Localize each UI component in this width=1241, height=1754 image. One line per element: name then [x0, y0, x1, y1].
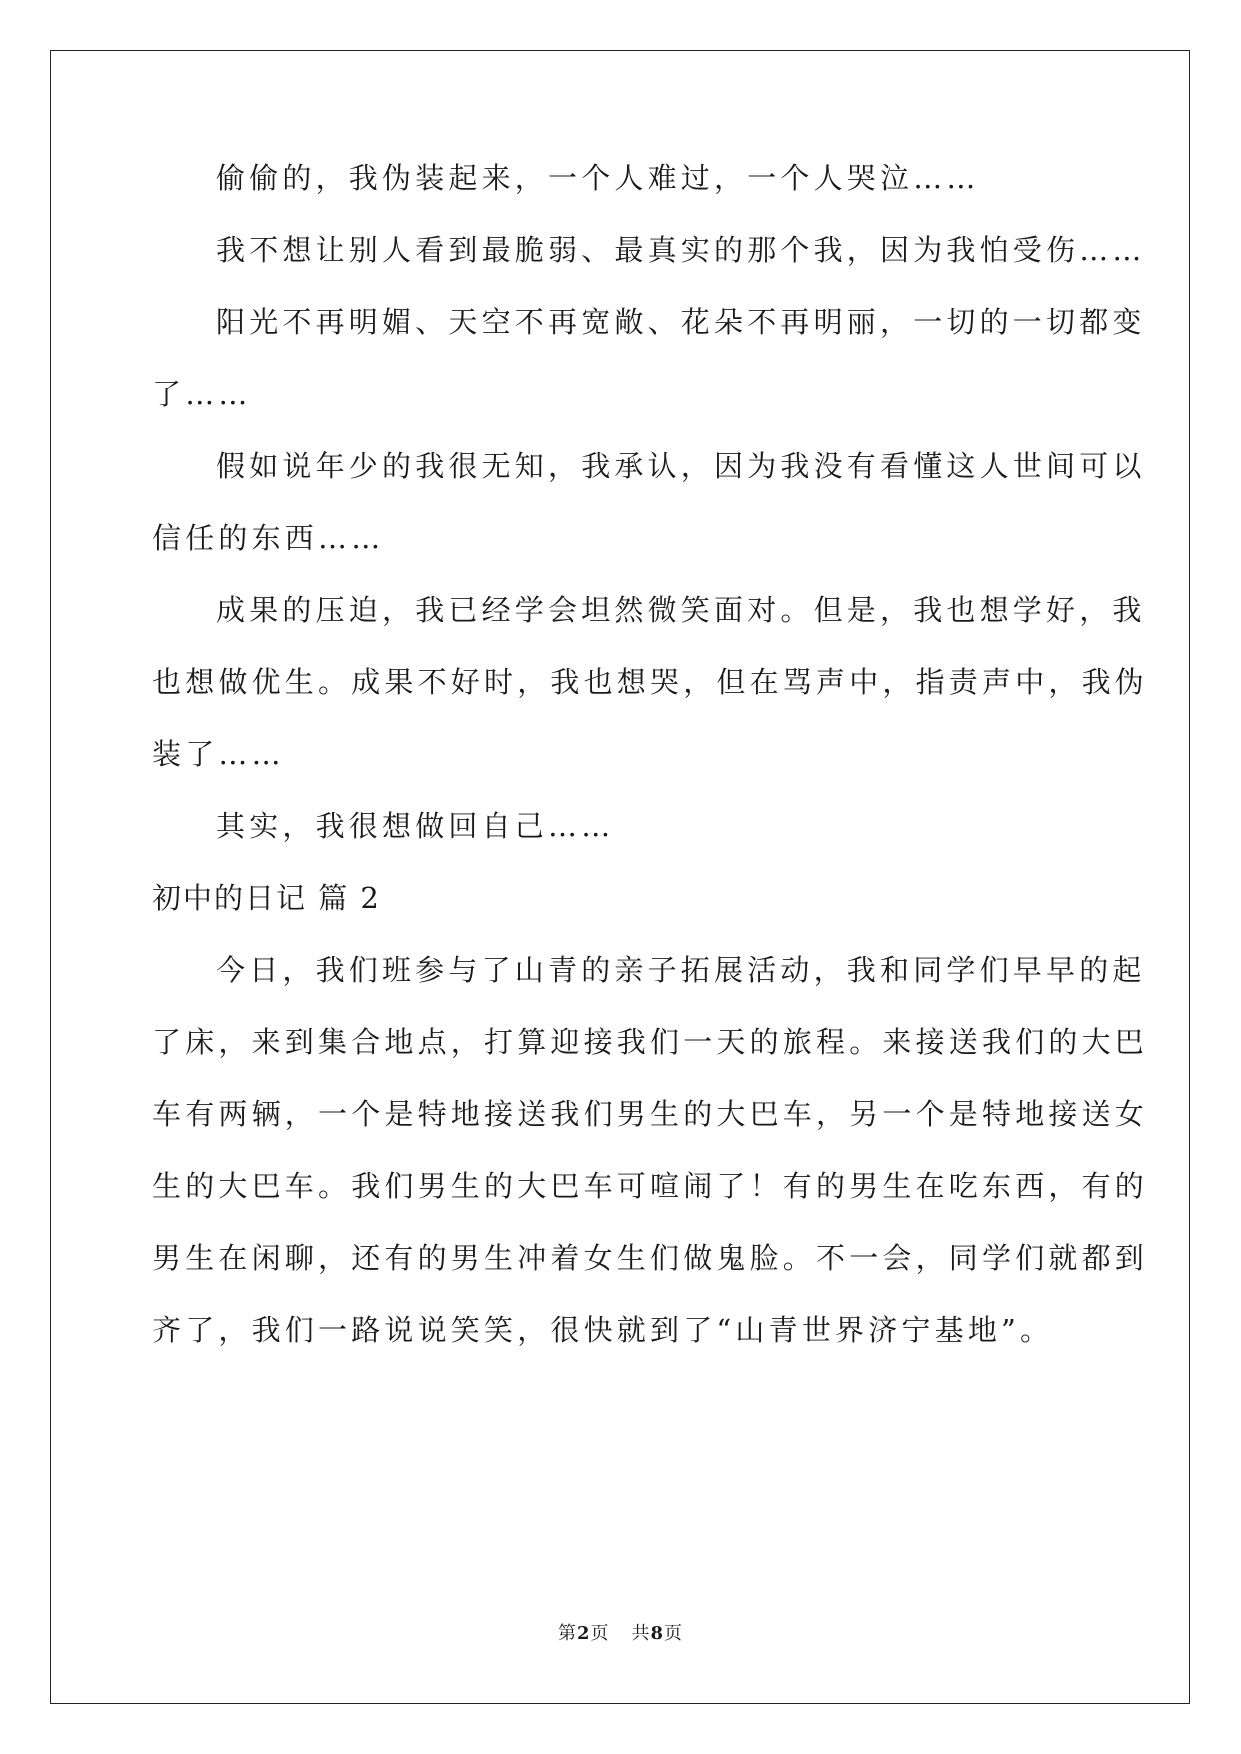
page-number-footer [0, 1622, 1241, 1646]
paragraph-line: 男生在闲聊，还有的男生冲着女生们做鬼脸。不一会，同学们就都到 [152, 1241, 1149, 1275]
paragraph-line: 生的大巴车。我们男生的大巴车可喧闹了！有的男生在吃东西，有的 [152, 1169, 1149, 1203]
paragraph-line: 成果的压迫，我已经学会坦然微笑面对。但是，我也想学好，我 [216, 593, 1146, 627]
paragraph-line: 了…… [152, 377, 252, 411]
paragraph-line: 车有两辆，一个是特地接送我们男生的大巴车，另一个是特地接送女 [152, 1097, 1149, 1131]
section-heading: 初中的日记 篇 2 [152, 881, 381, 915]
paragraph-line: 我不想让别人看到最脆弱、最真实的那个我，因为我怕受伤…… [216, 233, 1146, 267]
paragraph-line: 也想做优生。成果不好时，我也想哭，但在骂声中，指责声中，我伪 [152, 665, 1149, 699]
current-page-number: 2 [576, 1623, 591, 1644]
page-suffix: 页 [590, 1623, 610, 1644]
paragraph-line: 装了…… [152, 737, 285, 771]
paragraph-line: 了床，来到集合地点，打算迎接我们一天的旅程。来接送我们的大巴 [152, 1025, 1149, 1059]
page-border [50, 50, 1190, 1704]
paragraph-line: 信任的东西…… [152, 521, 385, 555]
total-page-number: 8 [650, 1623, 665, 1644]
paragraph-line: 今日，我们班参与了山青的亲子拓展活动，我和同学们早早的起 [216, 953, 1146, 987]
paragraph-line: 齐了，我们一路说说笑笑，很快就到了“山青世界济宁基地”。 [152, 1313, 1054, 1347]
paragraph-line: 假如说年少的我很无知，我承认，因为我没有看懂这人世间可以 [216, 449, 1146, 483]
total-suffix: 页 [664, 1623, 684, 1644]
paragraph-line: 偷偷的，我伪装起来，一个人难过，一个人哭泣…… [216, 161, 980, 195]
paragraph-line: 阳光不再明媚、天空不再宽敞、花朵不再明丽，一切的一切都变 [216, 305, 1146, 339]
total-prefix: 共 [631, 1623, 651, 1644]
paragraph-line: 其实，我很想做回自己…… [216, 809, 615, 843]
page-prefix: 第 [557, 1623, 577, 1644]
